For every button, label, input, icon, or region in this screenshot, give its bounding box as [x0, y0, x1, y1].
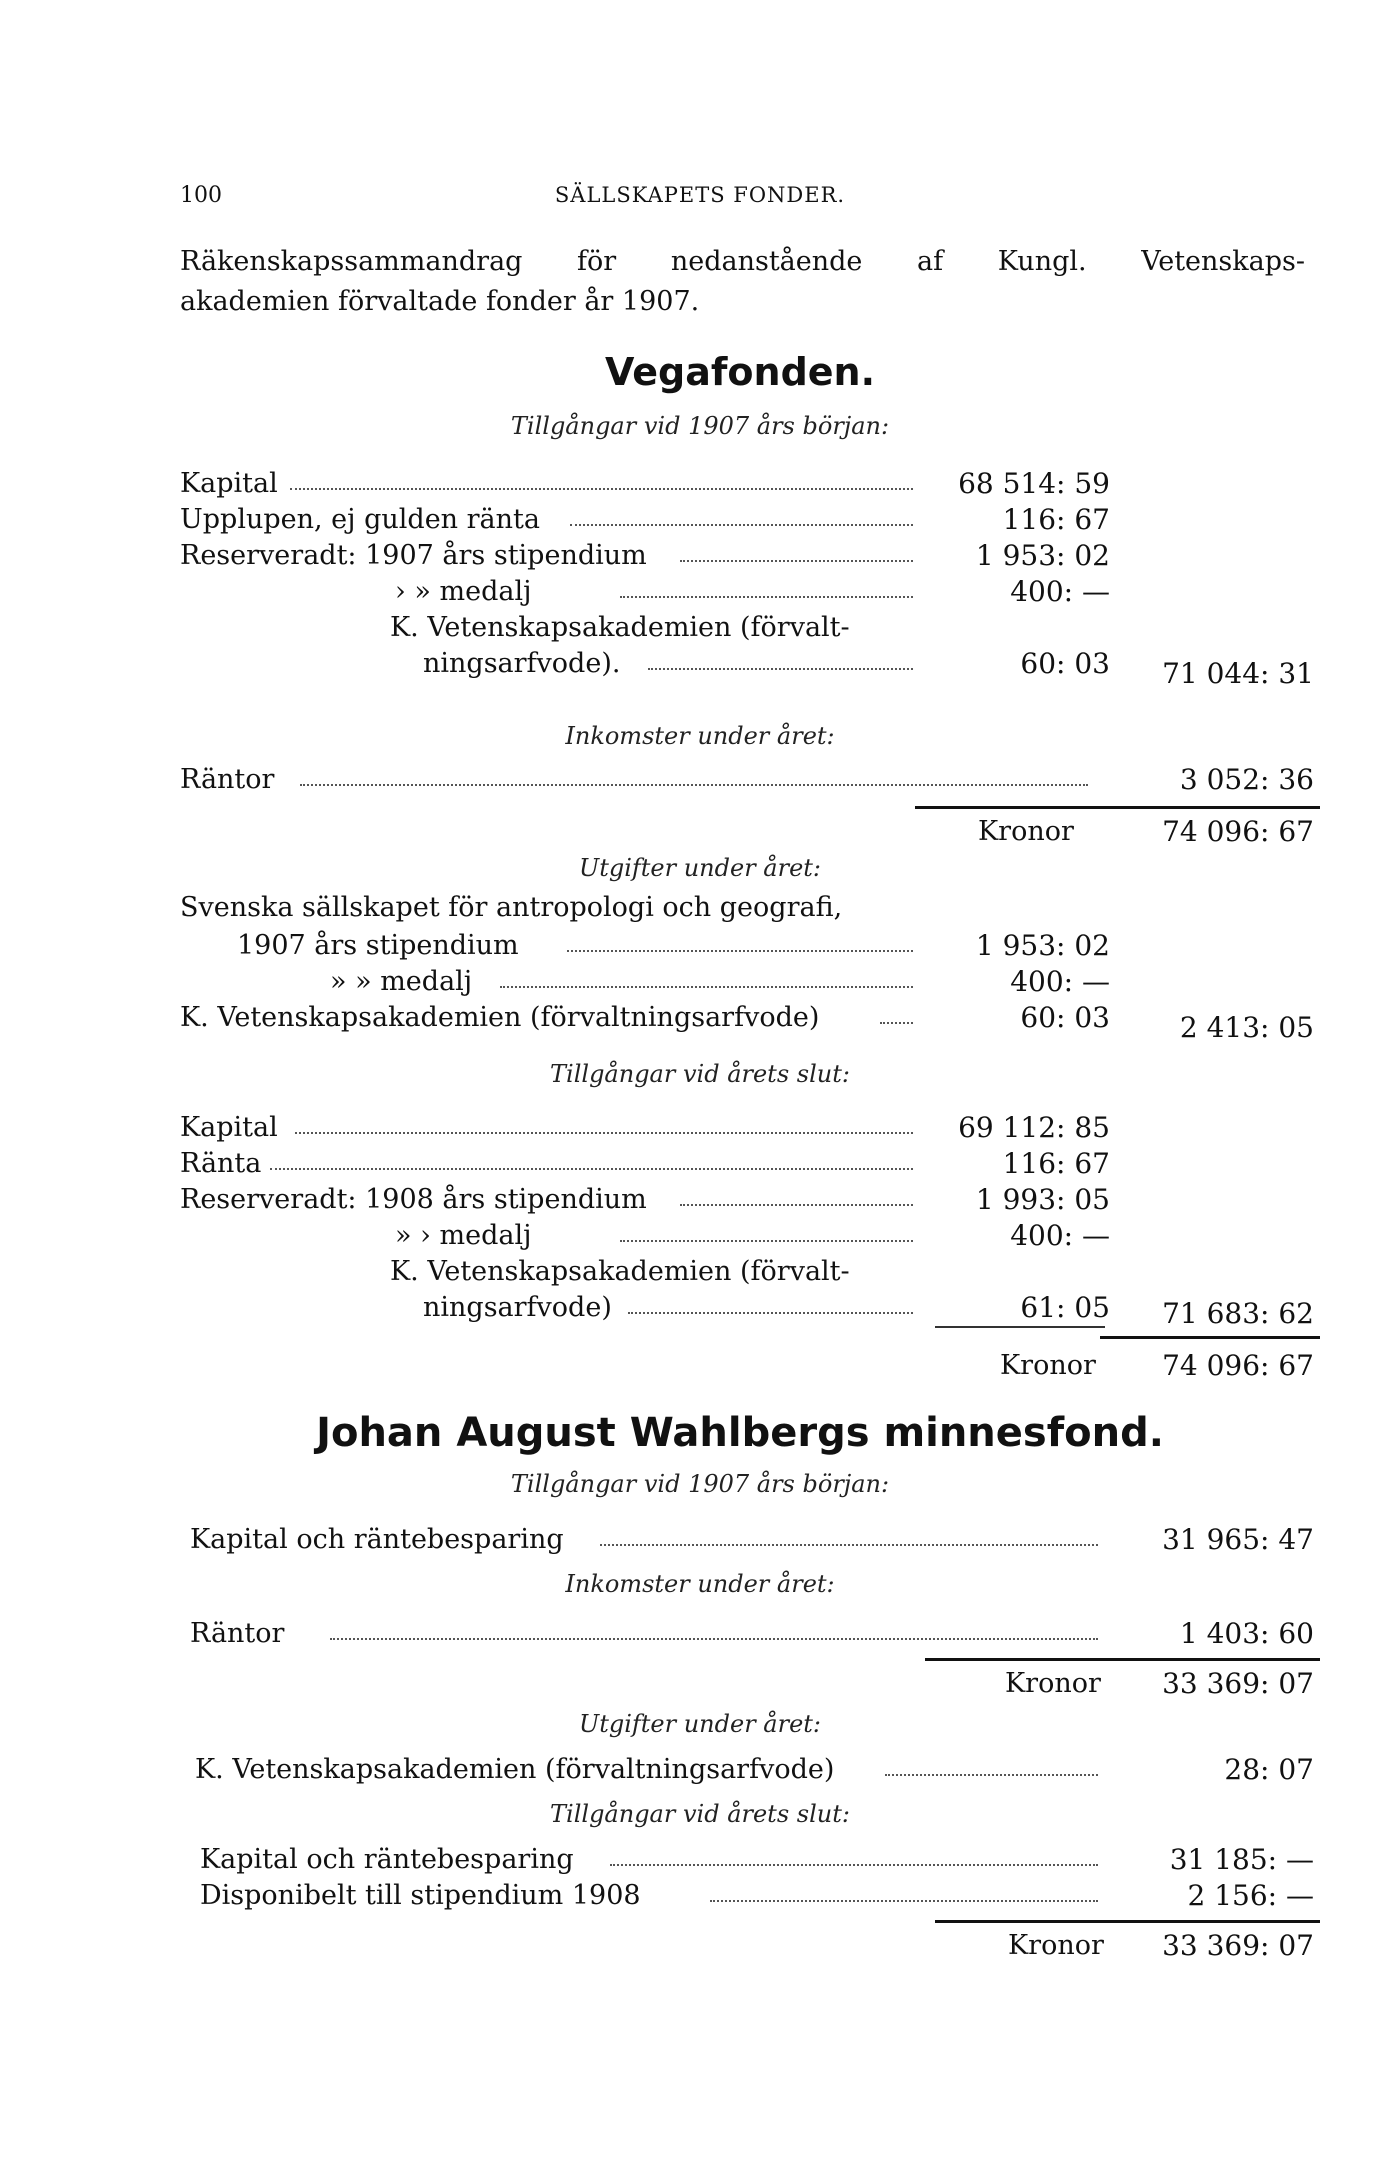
leader-dots [680, 1204, 913, 1206]
amount: 31 965: 47 [1162, 1523, 1314, 1556]
sum-rule [935, 1920, 1320, 1923]
total-amount: 74 096: 67 [1162, 1349, 1314, 1382]
running-title: SÄLLSKAPETS FONDER. [554, 183, 846, 207]
row-label: ningsarfvode). [423, 648, 621, 679]
row-label: Räntor [190, 1618, 285, 1649]
intro-line-2: akademien förvaltade fonder år 1907. [180, 286, 700, 317]
row-label: K. Vetenskapsakademien (förvalt- [390, 612, 850, 643]
subheading-expenses: Utgifter under året: [578, 1710, 822, 1738]
row-label: Reserveradt: 1908 års stipendium [180, 1184, 647, 1215]
ledger-row-kapital [200, 1842, 1110, 1878]
leader-dots [620, 596, 913, 598]
ledger-row-kapital [180, 1110, 925, 1146]
section-title-wahlberg: Johan August Wahlbergs minnesfond. [316, 1410, 1164, 1456]
ledger-row-medalj [395, 574, 925, 610]
amount: 400: — [1010, 965, 1110, 998]
row-label: K. Vetenskapsakademien (förvaltningsarfvode) [195, 1754, 835, 1785]
row-label: » › medalj [395, 1220, 532, 1251]
row-label: Upplupen, ej gulden ränta [180, 504, 540, 535]
ledger-row-svenska [180, 890, 925, 926]
row-label: Kapital [180, 468, 278, 499]
amount: 116: 67 [1002, 1147, 1110, 1180]
amount: 400: — [1010, 1219, 1110, 1252]
amount: 1 953: 02 [975, 539, 1110, 572]
leader-dots [620, 1240, 913, 1242]
running-head [180, 183, 1220, 213]
row-label: Kapital och räntebesparing [190, 1524, 564, 1555]
leader-dots [295, 1132, 913, 1134]
leader-dots [600, 1544, 1098, 1546]
ledger-row-reserveradt [180, 1182, 925, 1218]
leader-dots [680, 560, 913, 562]
subtotal-amount: 71 044: 31 [1162, 657, 1314, 690]
ledger-row-medalj [330, 964, 925, 1000]
amount: 60: 03 [1020, 647, 1110, 680]
kronor-label: Kronor [1000, 1350, 1096, 1381]
row-label: K. Vetenskapsakademien (förvalt- [390, 1256, 850, 1287]
ledger-row-kapital [190, 1522, 1110, 1558]
leader-dots [290, 488, 913, 490]
subheading-assets-start: Tillgångar vid 1907 års början: [510, 412, 890, 440]
amount: 1 993: 05 [975, 1183, 1110, 1216]
ledger-row-ranta [180, 1146, 925, 1182]
sum-rule [915, 806, 1320, 809]
ledger-row-upplupen [180, 502, 925, 538]
amount: 400: — [1010, 575, 1110, 608]
amount-underline [935, 1326, 1105, 1328]
amount: 61: 05 [1020, 1291, 1110, 1324]
ledger-row-medalj [395, 1218, 925, 1254]
row-label: K. Vetenskapsakademien (förvaltningsarfvode) [180, 1002, 820, 1033]
ledger-row-kapital [180, 466, 925, 502]
row-label: Räntor [180, 764, 275, 795]
row-label: Disponibelt till stipendium 1908 [200, 1880, 641, 1911]
leader-dots [567, 950, 913, 952]
leader-dots [610, 1864, 1098, 1866]
leader-dots [648, 668, 913, 670]
amount: 116: 67 [1002, 503, 1110, 536]
total-amount: 33 369: 07 [1162, 1667, 1314, 1700]
amount: 2 156: — [1187, 1879, 1314, 1912]
ledger-row-reserveradt [180, 538, 925, 574]
intro-line-1: Räkenskapssammandrag för nedanstående af Kungl. Vetenskaps- [180, 246, 1305, 277]
amount: 60: 03 [1020, 1001, 1110, 1034]
leader-dots [885, 1774, 1098, 1776]
ledger-row-stipendium [237, 928, 925, 964]
section-title-vegafonden: Vegafonden. [604, 350, 876, 394]
subheading-income: Inkomster under året: [565, 722, 835, 750]
subheading-assets-start: Tillgångar vid 1907 års början: [510, 1470, 890, 1498]
kronor-label: Kronor [1005, 1668, 1101, 1699]
ledger-row-akademien [390, 610, 925, 646]
leader-dots [270, 1168, 913, 1170]
leader-dots [330, 1638, 1098, 1640]
row-label: Kapital och räntebesparing [200, 1844, 574, 1875]
ledger-row-akademien [390, 1254, 925, 1290]
ledger-row-arfvode [423, 1290, 925, 1326]
kronor-label: Kronor [978, 816, 1074, 847]
total-amount: 33 369: 07 [1162, 1929, 1314, 1962]
subheading-income: Inkomster under året: [565, 1570, 835, 1598]
row-label: ningsarfvode) [423, 1292, 612, 1323]
row-label: › » medalj [395, 576, 532, 607]
leader-dots [500, 986, 913, 988]
ledger-row-akademien [195, 1752, 1110, 1788]
ledger-row-arfvode [423, 646, 925, 682]
row-label: Ränta [180, 1148, 262, 1179]
row-label: Kapital [180, 1112, 278, 1143]
subheading-assets-end: Tillgångar vid årets slut: [550, 1060, 850, 1088]
amount: 69 112: 85 [958, 1111, 1110, 1144]
subtotal-amount: 71 683: 62 [1162, 1297, 1314, 1330]
amount: 31 185: — [1169, 1843, 1314, 1876]
leader-dots [300, 784, 1088, 786]
leader-dots [710, 1900, 1098, 1902]
row-label: 1907 års stipendium [237, 930, 519, 961]
ledger-row-akademien [180, 1000, 925, 1036]
amount: 3 052: 36 [1179, 763, 1314, 796]
leader-dots [570, 524, 913, 526]
sum-rule [1100, 1336, 1320, 1339]
kronor-label: Kronor [1008, 1930, 1104, 1961]
subtotal-amount: 2 413: 05 [1179, 1011, 1314, 1044]
amount: 1 953: 02 [975, 929, 1110, 962]
sum-rule [925, 1658, 1320, 1661]
ledger-row-disponibelt [200, 1878, 1110, 1914]
row-label: Svenska sällskapet för antropologi och geografi, [180, 892, 843, 923]
subheading-assets-end: Tillgångar vid årets slut: [550, 1800, 850, 1828]
amount: 1 403: 60 [1179, 1617, 1314, 1650]
page-number: 100 [180, 183, 222, 208]
amount: 68 514: 59 [958, 467, 1110, 500]
subheading-expenses: Utgifter under året: [578, 854, 822, 882]
ledger-row-rantor [180, 762, 1100, 798]
row-label: Reserveradt: 1907 års stipendium [180, 540, 647, 571]
row-label: » » medalj [330, 966, 473, 997]
ledger-row-rantor [190, 1616, 1110, 1652]
total-amount: 74 096: 67 [1162, 815, 1314, 848]
leader-dots [628, 1312, 913, 1314]
amount: 28: 07 [1224, 1753, 1314, 1786]
